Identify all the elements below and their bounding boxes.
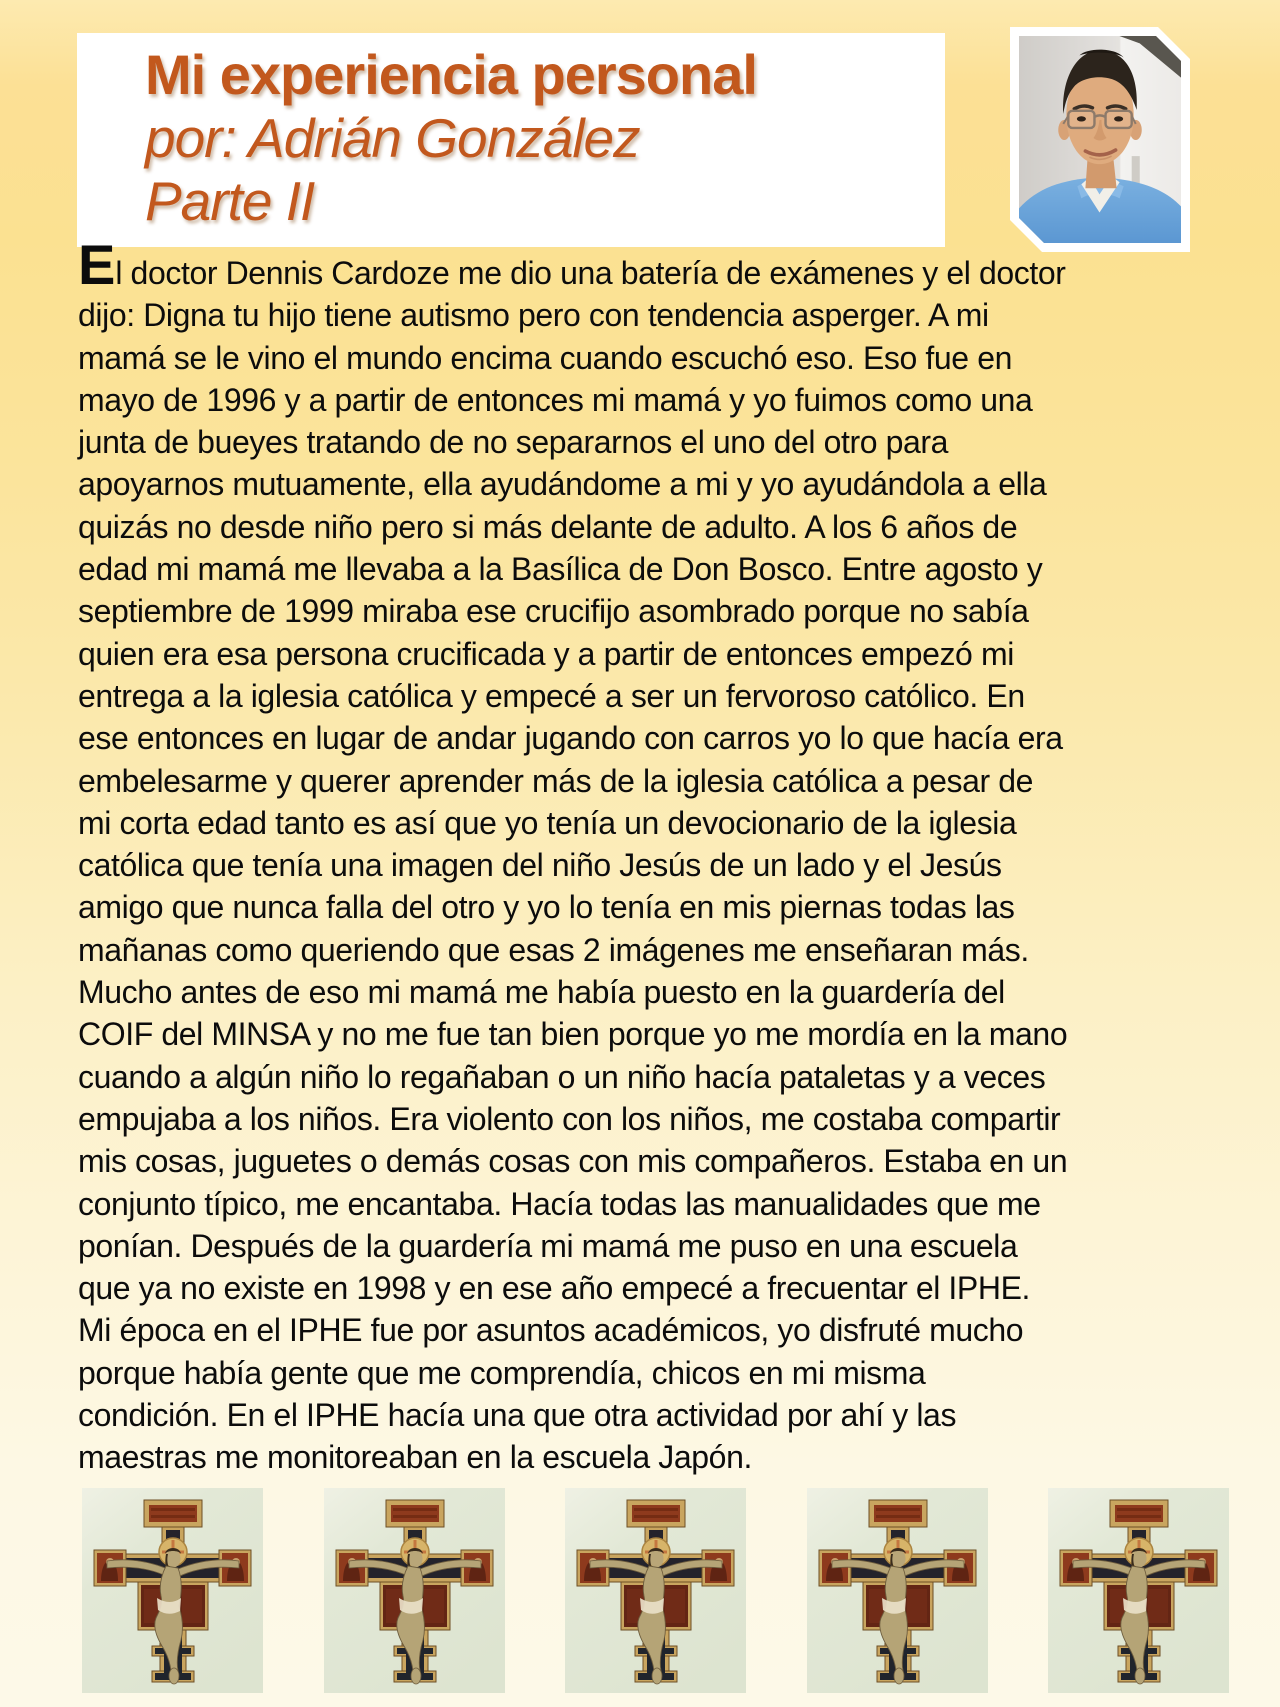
text-line-first xyxy=(78,233,1200,296)
text-line: cuando a algún niño lo regañaban o un niño hacía pataletas y a veces xyxy=(78,1058,1046,1095)
text-line: mi corta edad tanto es así que yo tenía un devocionario de la iglesia xyxy=(78,804,1017,841)
text-line: septiembre de 1999 miraba ese crucifijo asombrado porque no sabía xyxy=(78,593,1029,630)
text-line: dijo: Digna tu hijo tiene autismo pero con tendencia asperger. A mi xyxy=(78,297,989,334)
crucifix-image xyxy=(565,1488,746,1693)
text-line: ponían. Después de la guardería mi mamá me puso en una escuela xyxy=(78,1227,1018,1264)
text-line: l doctor Dennis Cardoze me dio una batería de exámenes y el doctor xyxy=(115,255,1066,291)
text-line: ese entonces en lugar de andar jugando con carros yo lo que hacía era xyxy=(78,720,1063,757)
article-text xyxy=(78,233,1200,1479)
text-line: mis cosas, juguetes o demás cosas con mis compañeros. Estaba en un xyxy=(78,1143,1068,1180)
text-line: Mucho antes de eso mi mamá me había puesto en la guardería del xyxy=(78,974,1005,1011)
text-line: quizás no desde niño pero si más delante de adulto. A los 6 años de xyxy=(78,508,1018,545)
text-lines xyxy=(78,294,1200,1478)
crucifix-painting-icon xyxy=(82,1488,263,1693)
author-photo-frame xyxy=(1010,27,1190,252)
text-line: mayo de 1996 y a partir de entonces mi mamá y yo fuimos como una xyxy=(78,381,1033,418)
text-line: empujaba a los niños. Era violento con los niños, me costaba compartir xyxy=(78,1100,1061,1137)
crucifix-painting-icon xyxy=(324,1488,505,1693)
text-line: que ya no existe en 1998 y en ese año empecé a frecuentar el IPHE. xyxy=(78,1270,1031,1307)
text-line: apoyarnos mutuamente, ella ayudándome a mi y yo ayudándola a ella xyxy=(78,466,1047,503)
portrait-illustration xyxy=(1019,36,1181,243)
page-title: Mi experiencia personal xyxy=(145,43,757,106)
text-line: mañanas como queriendo que esas 2 imágenes me enseñaran más. xyxy=(78,931,1029,968)
crucifix-row xyxy=(82,1488,1229,1693)
crucifix-image xyxy=(324,1488,505,1693)
text-line: porque había gente que me comprendía, chicos en mi misma xyxy=(78,1354,926,1391)
text-line: amigo que nunca falla del otro y yo lo tenía en mis piernas todas las xyxy=(78,889,1015,926)
title-box xyxy=(77,33,945,247)
byline: por: Adrián González xyxy=(145,107,640,169)
lead-cap: E xyxy=(78,233,116,296)
text-line: embelesarme y querer aprender más de la iglesia católica a pesar de xyxy=(78,762,1034,799)
text-line: mamá se le vino el mundo encima cuando escuchó eso. Eso fue en xyxy=(78,339,1012,376)
text-line: quien era esa persona crucificada y a partir de entonces empezó mi xyxy=(78,635,1014,672)
crucifix-image xyxy=(1048,1488,1229,1693)
text-line: junta de bueyes tratando de no separarnos el uno del otro para xyxy=(78,424,949,461)
text-line: entrega a la iglesia católica y empecé a ser un fervoroso católico. En xyxy=(78,677,1025,714)
text-line: COIF del MINSA y no me fue tan bien porque yo me mordía en la mano xyxy=(78,1016,1068,1053)
crucifix-image xyxy=(807,1488,988,1693)
crucifix-painting-icon xyxy=(565,1488,746,1693)
part-label: Parte II xyxy=(145,170,315,232)
text-line: conjunto típico, me encantaba. Hacía todas las manualidades que me xyxy=(78,1185,1041,1222)
text-line: edad mi mamá me llevaba a la Basílica de Don Bosco. Entre agosto y xyxy=(78,551,1043,588)
crucifix-image xyxy=(82,1488,263,1693)
text-line: maestras me monitoreaban en la escuela Japón. xyxy=(78,1439,752,1476)
text-line: condición. En el IPHE hacía una que otra actividad por ahí y las xyxy=(78,1397,957,1434)
text-line: Mi época en el IPHE fue por asuntos académicos, yo disfruté mucho xyxy=(78,1312,1024,1349)
author-photo xyxy=(1019,36,1181,243)
crucifix-painting-icon xyxy=(807,1488,988,1693)
text-line: católica que tenía una imagen del niño Jesús de un lado y el Jesús xyxy=(78,847,1002,884)
crucifix-painting-icon xyxy=(1048,1488,1229,1693)
